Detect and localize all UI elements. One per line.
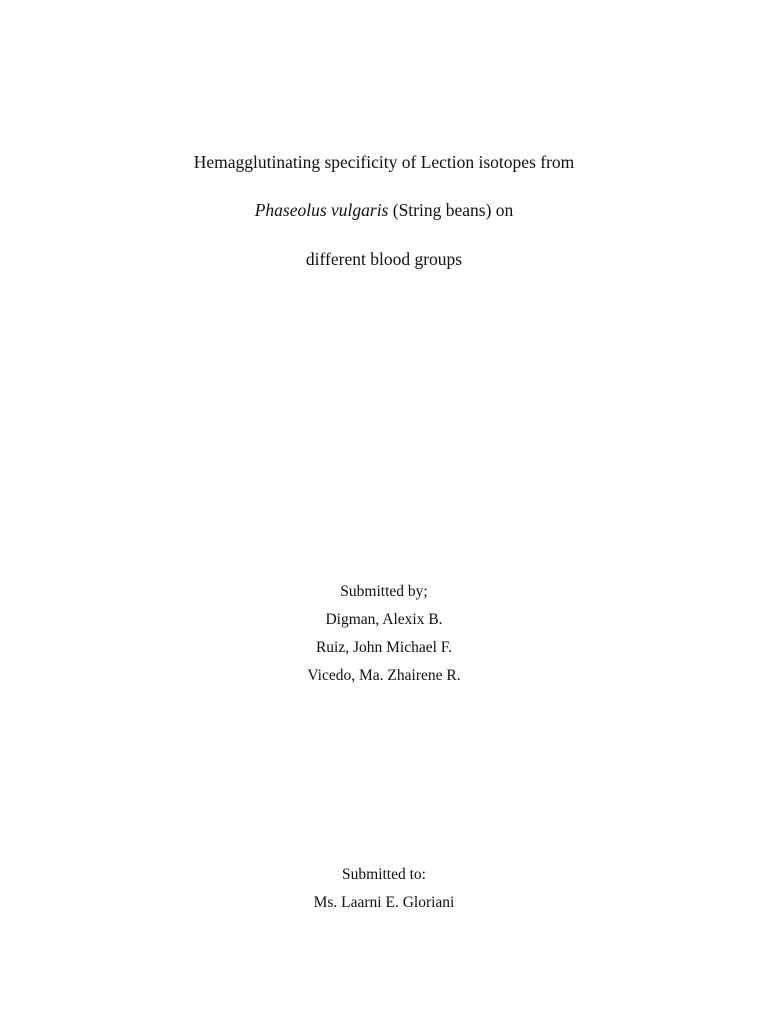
species-name: Phaseolus vulgaris [254,200,389,220]
author-name: Digman, Alexix B. [325,611,443,628]
submitted-by-heading: Submitted by; [340,583,428,600]
instructor-name: Ms. Laarni E. Gloriani [313,894,455,911]
title-line-2 [0,199,768,221]
author-name: Vicedo, Ma. Zhairene R. [307,667,461,684]
title-line-3: different blood groups [305,249,463,269]
title-line-1: Hemagglutinating specificity of Lection isotopes from [193,152,575,172]
title-line-2-rest: (String beans) on [388,200,514,220]
submitted-to-heading: Submitted to: [342,866,426,883]
author-name: Ruiz, John Michael F. [315,639,453,656]
